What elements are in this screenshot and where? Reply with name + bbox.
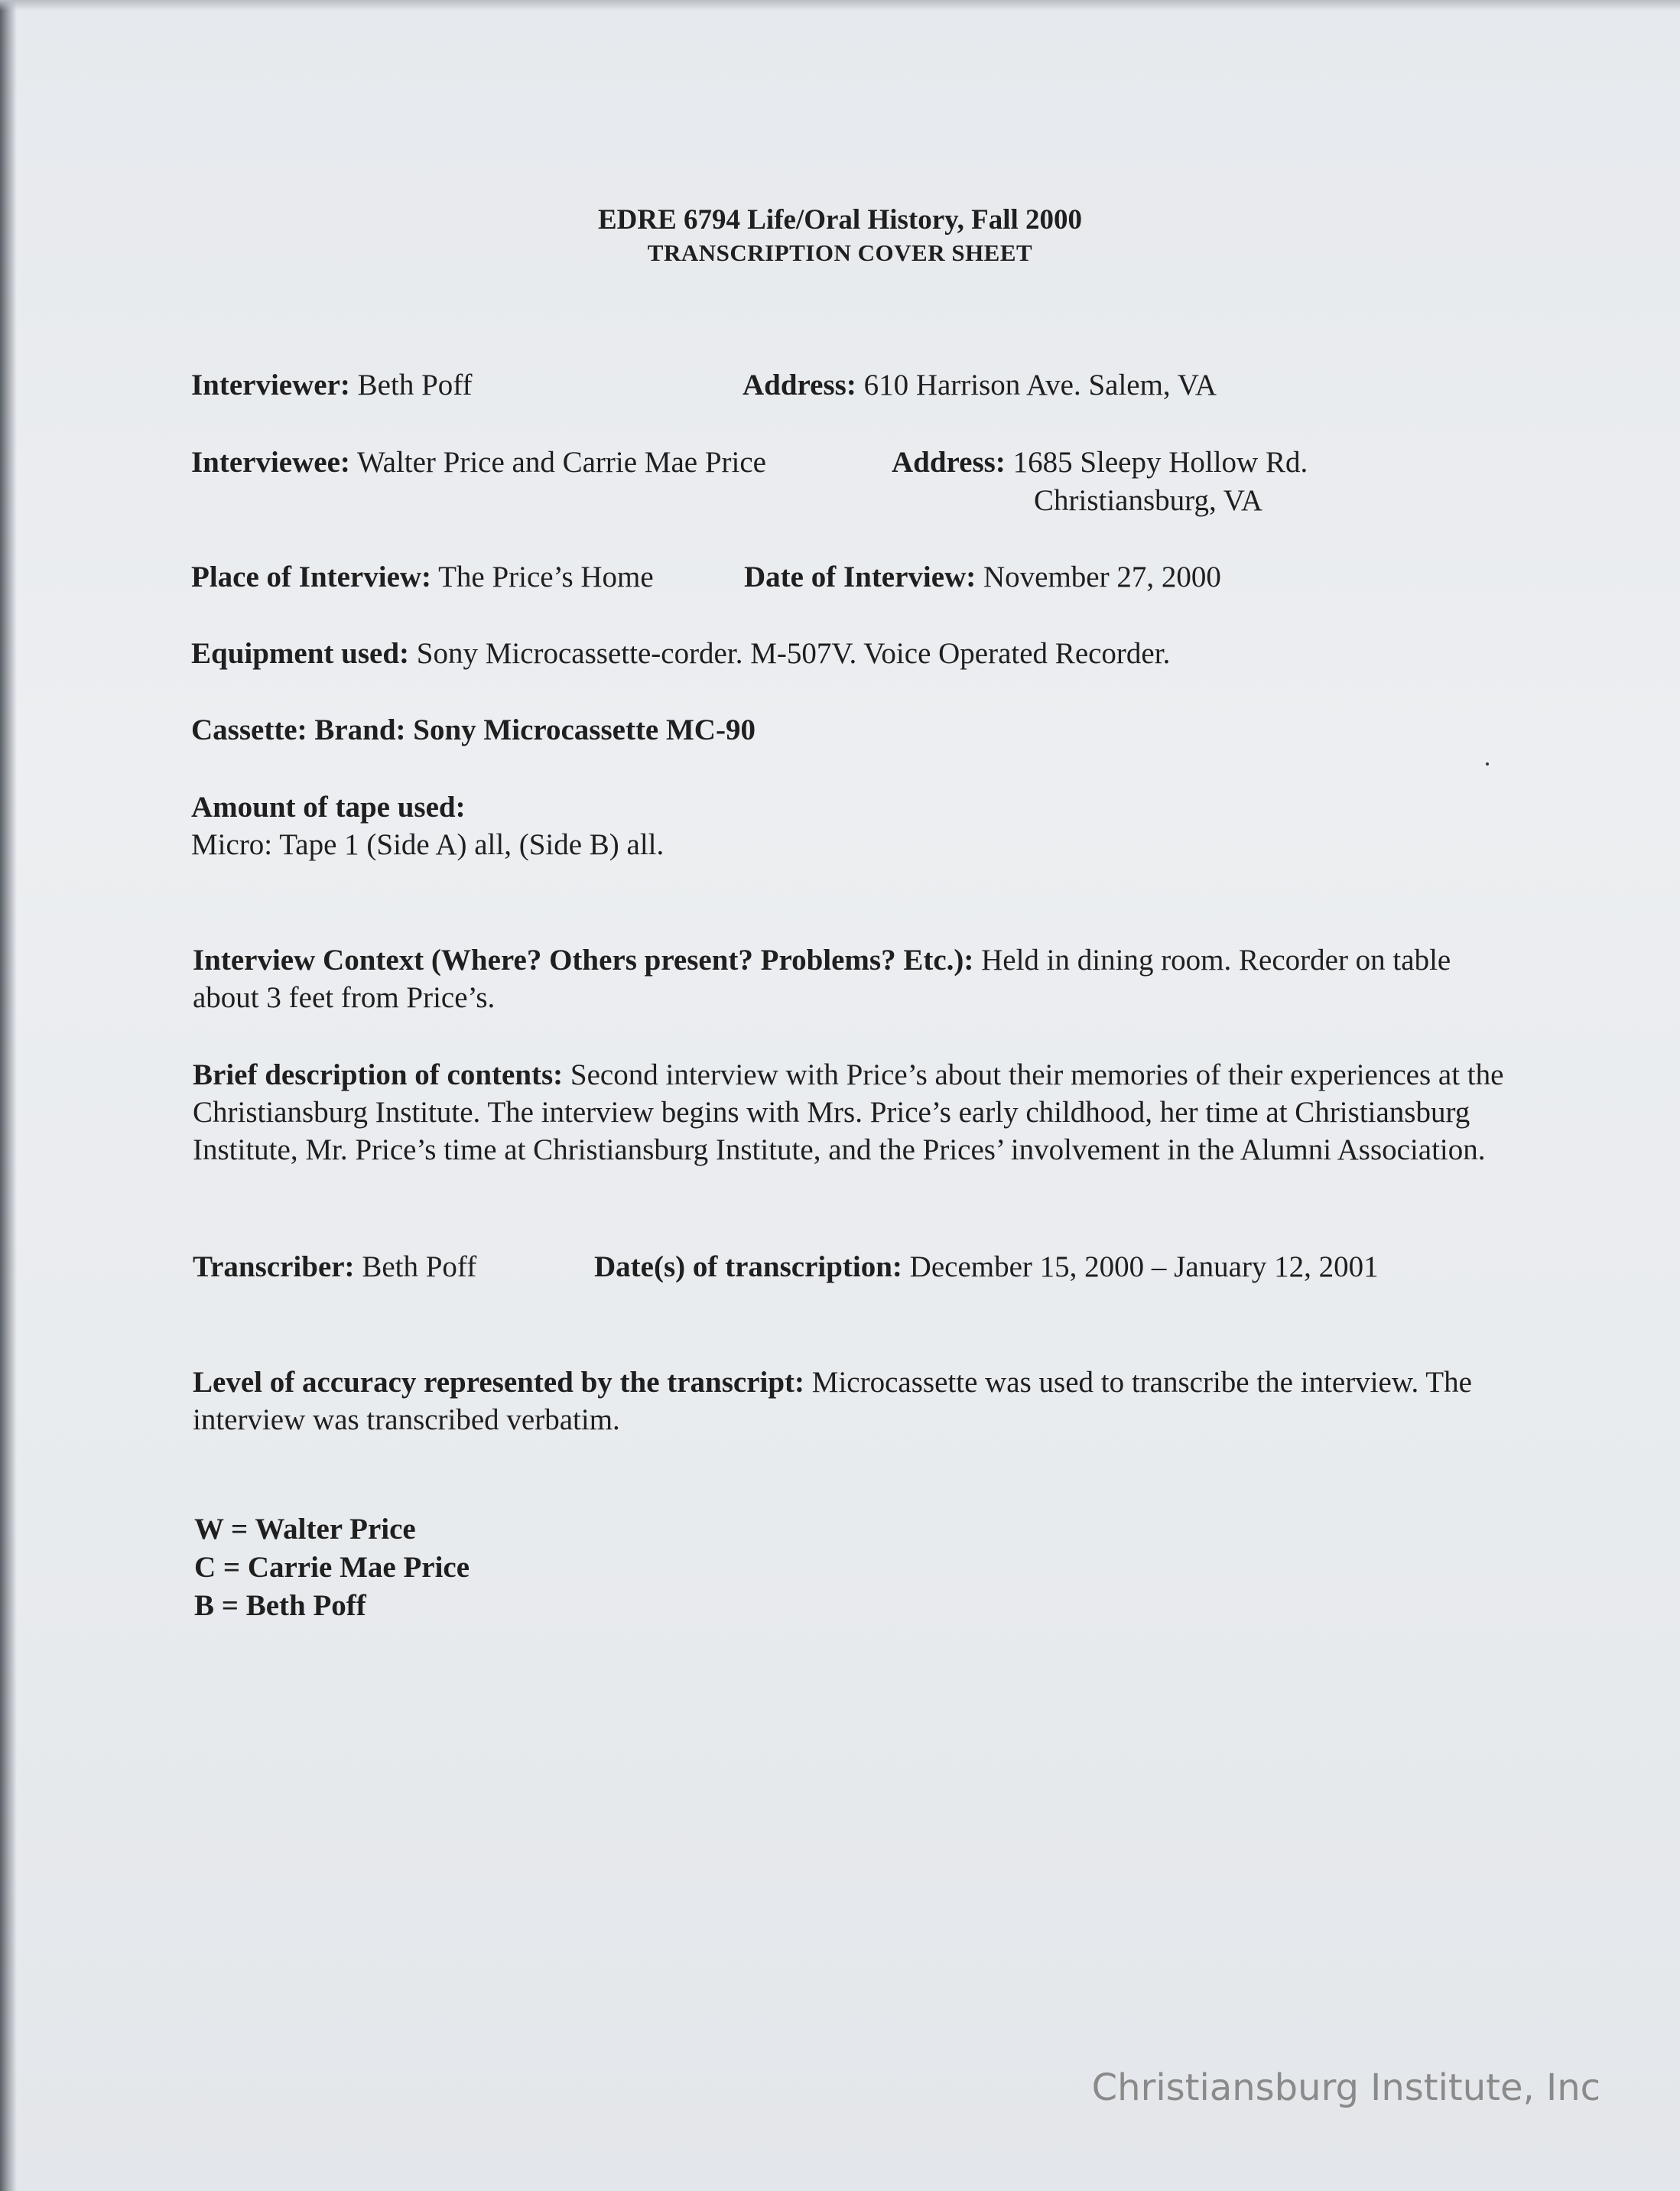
interviewee-address-line2: Christiansburg, VA	[1034, 484, 1263, 517]
interviewee-label: Interviewee:	[191, 446, 350, 479]
watermark: Christiansburg Institute, Inc	[1091, 2066, 1600, 2109]
interviewee-field	[191, 444, 766, 481]
tape-label-line	[191, 788, 466, 826]
interviewer-address-value: 610 Harrison Ave. Salem, VA	[863, 369, 1217, 401]
tape-label: Amount of tape used:	[191, 791, 466, 824]
date-of-interview-value: November 27, 2000	[983, 561, 1221, 593]
interviewee-address-label: Address:	[892, 446, 1006, 479]
transcriber-label: Transcriber:	[193, 1250, 355, 1283]
description-paragraph	[193, 1056, 1508, 1169]
document-subtitle: TRANSCRIPTION COVER SHEET	[647, 239, 1033, 266]
equipment-field	[191, 635, 1170, 672]
interviewee-value: Walter Price and Carrie Mae Price	[356, 446, 766, 479]
transcription-dates-value: December 15, 2000 – January 12, 2001	[909, 1250, 1379, 1283]
date-of-interview-field	[744, 558, 1221, 596]
interviewer-field	[191, 366, 473, 404]
date-of-interview-label: Date of Interview:	[744, 561, 976, 593]
context-value: Held in dining room. Recorder on table about 3 feet from Price’s.	[193, 944, 1451, 1014]
transcription-dates-field	[594, 1248, 1379, 1286]
interviewee-address-line1: 1685 Sleepy Hollow Rd.	[1012, 446, 1308, 479]
transcription-dates-label: Date(s) of transcription:	[594, 1250, 902, 1283]
speaker-key-item: B = Beth Poff	[194, 1589, 366, 1622]
interviewee-address-field	[892, 444, 1308, 481]
description-value: Second interview with Price’s about their memories of their experiences at the Christiansburg Institute. The interview begins with Mrs. Price’s early childhood, her time at Christiansburg Institute, Mr. Price’s time at Christiansburg Institute, and the Prices’ involvement in the Alumni Association.	[193, 1058, 1504, 1166]
interviewer-address-field	[743, 366, 1217, 404]
tape-value: Micro: Tape 1 (Side A) all, (Side B) all.	[191, 828, 665, 861]
cassette-field	[191, 711, 756, 749]
context-label: Interview Context (Where? Others present? Problems? Etc.):	[193, 944, 974, 977]
accuracy-value: Microcassette was used to transcribe the interview. The interview was transcribed verbatim.	[193, 1366, 1472, 1436]
transcriber-field	[193, 1248, 476, 1286]
interviewer-address-label: Address:	[743, 369, 856, 401]
transcriber-value: Beth Poff	[362, 1250, 477, 1283]
place-label: Place of Interview:	[191, 561, 432, 593]
speaker-key-item: W = Walter Price	[194, 1513, 416, 1546]
accuracy-paragraph	[193, 1364, 1508, 1438]
paper-left-edge	[0, 0, 17, 2191]
cassette-value: Sony Microcassette MC-90	[413, 714, 756, 746]
equipment-value: Sony Microcassette-corder. M-507V. Voice Operated Recorder.	[416, 637, 1171, 670]
document-title: EDRE 6794 Life/Oral History, Fall 2000	[597, 204, 1083, 236]
place-value: The Price’s Home	[438, 561, 654, 593]
accuracy-label: Level of accuracy represented by the transcript:	[193, 1366, 805, 1399]
interviewer-value: Beth Poff	[357, 369, 473, 401]
place-of-interview-field	[191, 558, 654, 596]
speaker-key-item: C = Carrie Mae Price	[194, 1551, 470, 1584]
description-label: Brief description of contents:	[193, 1058, 564, 1091]
interview-context-paragraph	[193, 941, 1508, 1016]
speaker-key-list	[194, 1510, 470, 1625]
cassette-label: Cassette: Brand:	[191, 714, 406, 746]
paper-top-edge	[0, 0, 1680, 11]
interviewer-label: Interviewer:	[191, 369, 350, 401]
equipment-label: Equipment used:	[191, 637, 409, 670]
paper-speck	[1486, 762, 1489, 766]
